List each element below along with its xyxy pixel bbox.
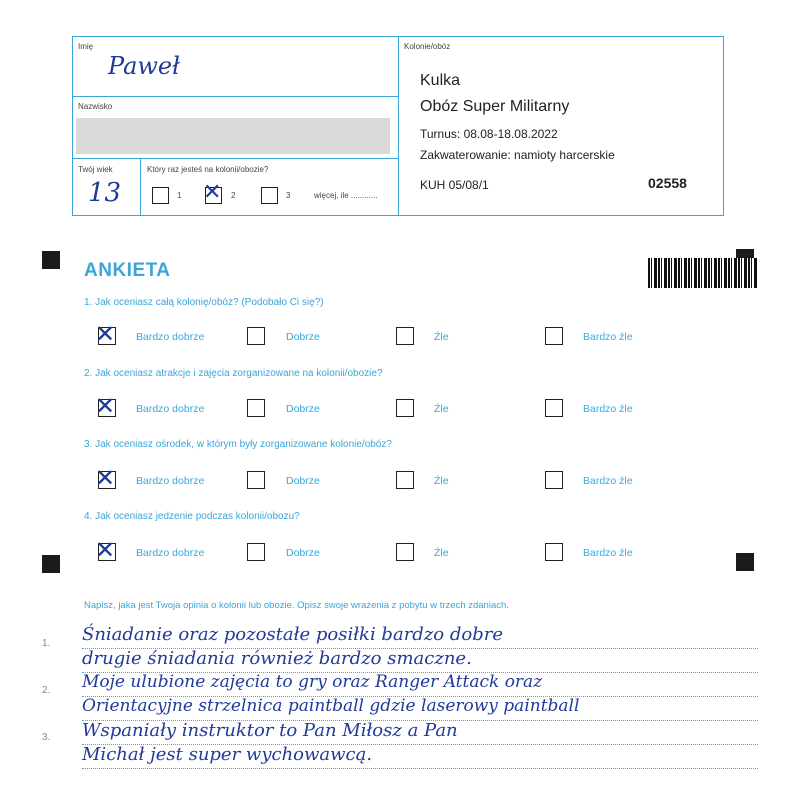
visit-checkbox-3[interactable] xyxy=(261,187,278,204)
q1-option-zle: Źle xyxy=(434,331,449,343)
registration-mark-bottom-left xyxy=(42,555,60,573)
question-3: 3. Jak oceniasz ośrodek, w którym były zorganizowane kolonie/obóz? xyxy=(84,439,392,450)
ktory-raz-label: Który raz jesteś na kolonii/obozie? xyxy=(147,165,269,174)
visit-option-more: więcej, ile ............ xyxy=(314,191,378,200)
visit-option-3: 3 xyxy=(286,191,291,200)
line-number-3: 3. xyxy=(42,732,51,743)
q3-check-mark: ✕ xyxy=(95,464,116,492)
q2-option-zle: Źle xyxy=(434,403,449,415)
header-divider-1 xyxy=(72,96,399,97)
survey-title: ANKIETA xyxy=(84,260,171,281)
handwritten-line-6: Michał jest super wychowawcą. xyxy=(82,744,373,765)
header-divider-2 xyxy=(72,158,399,159)
zakwaterowanie: Zakwaterowanie: namioty harcerskie xyxy=(420,148,615,162)
q2-zle-checkbox[interactable] xyxy=(396,399,414,417)
camp-subname: Obóz Super Militarny xyxy=(420,98,570,115)
q3-option-bardzo-dobrze: Bardzo dobrze xyxy=(136,475,205,487)
kolonie-label: Kolonie/obóz xyxy=(404,42,451,51)
q1-option-bardzo-dobrze: Bardzo dobrze xyxy=(136,331,205,343)
visit-option-2: 2 xyxy=(231,191,236,200)
q2-option-dobrze: Dobrze xyxy=(286,403,320,415)
visit-checkbox-2-mark: ✕ xyxy=(203,180,222,205)
wiek-value: 13 xyxy=(88,178,122,208)
handwritten-line-5: Wspaniały instruktor to Pan Miłosz a Pan xyxy=(82,720,458,741)
q1-zle-checkbox[interactable] xyxy=(396,327,414,345)
q3-bardzo-zle-checkbox[interactable] xyxy=(545,471,563,489)
handwritten-line-2: drugie śniadania również bardzo smaczne. xyxy=(82,648,472,669)
handwritten-line-4: Orientacyjne strzelnica paintball gdzie laserowy paintball xyxy=(82,696,580,716)
q2-dobrze-checkbox[interactable] xyxy=(247,399,265,417)
question-4: 4. Jak oceniasz jedzenie podczas kolonii/obozu? xyxy=(84,511,300,522)
turnus: Turnus: 08.08-18.08.2022 xyxy=(420,127,558,141)
q3-option-zle: Źle xyxy=(434,475,449,487)
header-divider-vertical xyxy=(398,36,399,216)
q4-zle-checkbox[interactable] xyxy=(396,543,414,561)
camp-name: Kulka xyxy=(420,72,461,89)
q1-check-mark: ✕ xyxy=(95,320,116,348)
header-divider-3 xyxy=(140,158,141,216)
q4-option-bardzo-dobrze: Bardzo dobrze xyxy=(136,547,205,559)
q3-option-bardzo-zle: Bardzo źle xyxy=(583,475,633,487)
opinion-prompt: Napisz, jaka jest Twoja opinia o kolonii lub obozie. Opisz swoje wrażenia z pobytu w trzech zdaniach. xyxy=(84,600,509,611)
q3-zle-checkbox[interactable] xyxy=(396,471,414,489)
q4-option-dobrze: Dobrze xyxy=(286,547,320,559)
q2-bardzo-zle-checkbox[interactable] xyxy=(545,399,563,417)
camp-code: KUH 05/08/1 xyxy=(420,178,489,192)
handwritten-line-1: Śniadanie oraz pozostałe posiłki bardzo dobre xyxy=(82,624,503,645)
question-2: 2. Jak oceniasz atrakcje i zajęcia zorganizowane na kolonii/obozie? xyxy=(84,368,383,379)
nazwisko-label: Nazwisko xyxy=(78,102,113,111)
barcode-icon xyxy=(648,258,758,288)
q1-option-bardzo-zle: Bardzo źle xyxy=(583,331,633,343)
q2-option-bardzo-zle: Bardzo źle xyxy=(583,403,633,415)
q4-option-bardzo-zle: Bardzo źle xyxy=(583,547,633,559)
wiek-label: Twój wiek xyxy=(78,165,113,174)
line-number-1: 1. xyxy=(42,638,51,649)
imie-value: Paweł xyxy=(108,52,180,80)
q1-dobrze-checkbox[interactable] xyxy=(247,327,265,345)
q2-check-mark: ✕ xyxy=(95,392,116,420)
q4-check-mark: ✕ xyxy=(95,536,116,564)
answer-line-6 xyxy=(82,768,758,769)
q1-bardzo-zle-checkbox[interactable] xyxy=(545,327,563,345)
nazwisko-redaction xyxy=(76,118,390,154)
imie-label: Imię xyxy=(78,42,94,51)
question-1: 1. Jak oceniasz całą kolonię/obóz? (Podobało Ci się?) xyxy=(84,297,324,308)
registration-mark-bottom-right xyxy=(736,553,754,571)
q2-option-bardzo-dobrze: Bardzo dobrze xyxy=(136,403,205,415)
registration-mark-top-left xyxy=(42,251,60,269)
line-number-2: 2. xyxy=(42,685,51,696)
visit-option-1: 1 xyxy=(177,191,182,200)
q3-dobrze-checkbox[interactable] xyxy=(247,471,265,489)
q4-bardzo-zle-checkbox[interactable] xyxy=(545,543,563,561)
q1-option-dobrze: Dobrze xyxy=(286,331,320,343)
q3-option-dobrze: Dobrze xyxy=(286,475,320,487)
q4-dobrze-checkbox[interactable] xyxy=(247,543,265,561)
handwritten-line-3: Moje ulubione zajęcia to gry oraz Ranger Attack oraz xyxy=(82,672,543,692)
visit-checkbox-1[interactable] xyxy=(152,187,169,204)
form-number: 02558 xyxy=(648,175,687,191)
q4-option-zle: Źle xyxy=(434,547,449,559)
